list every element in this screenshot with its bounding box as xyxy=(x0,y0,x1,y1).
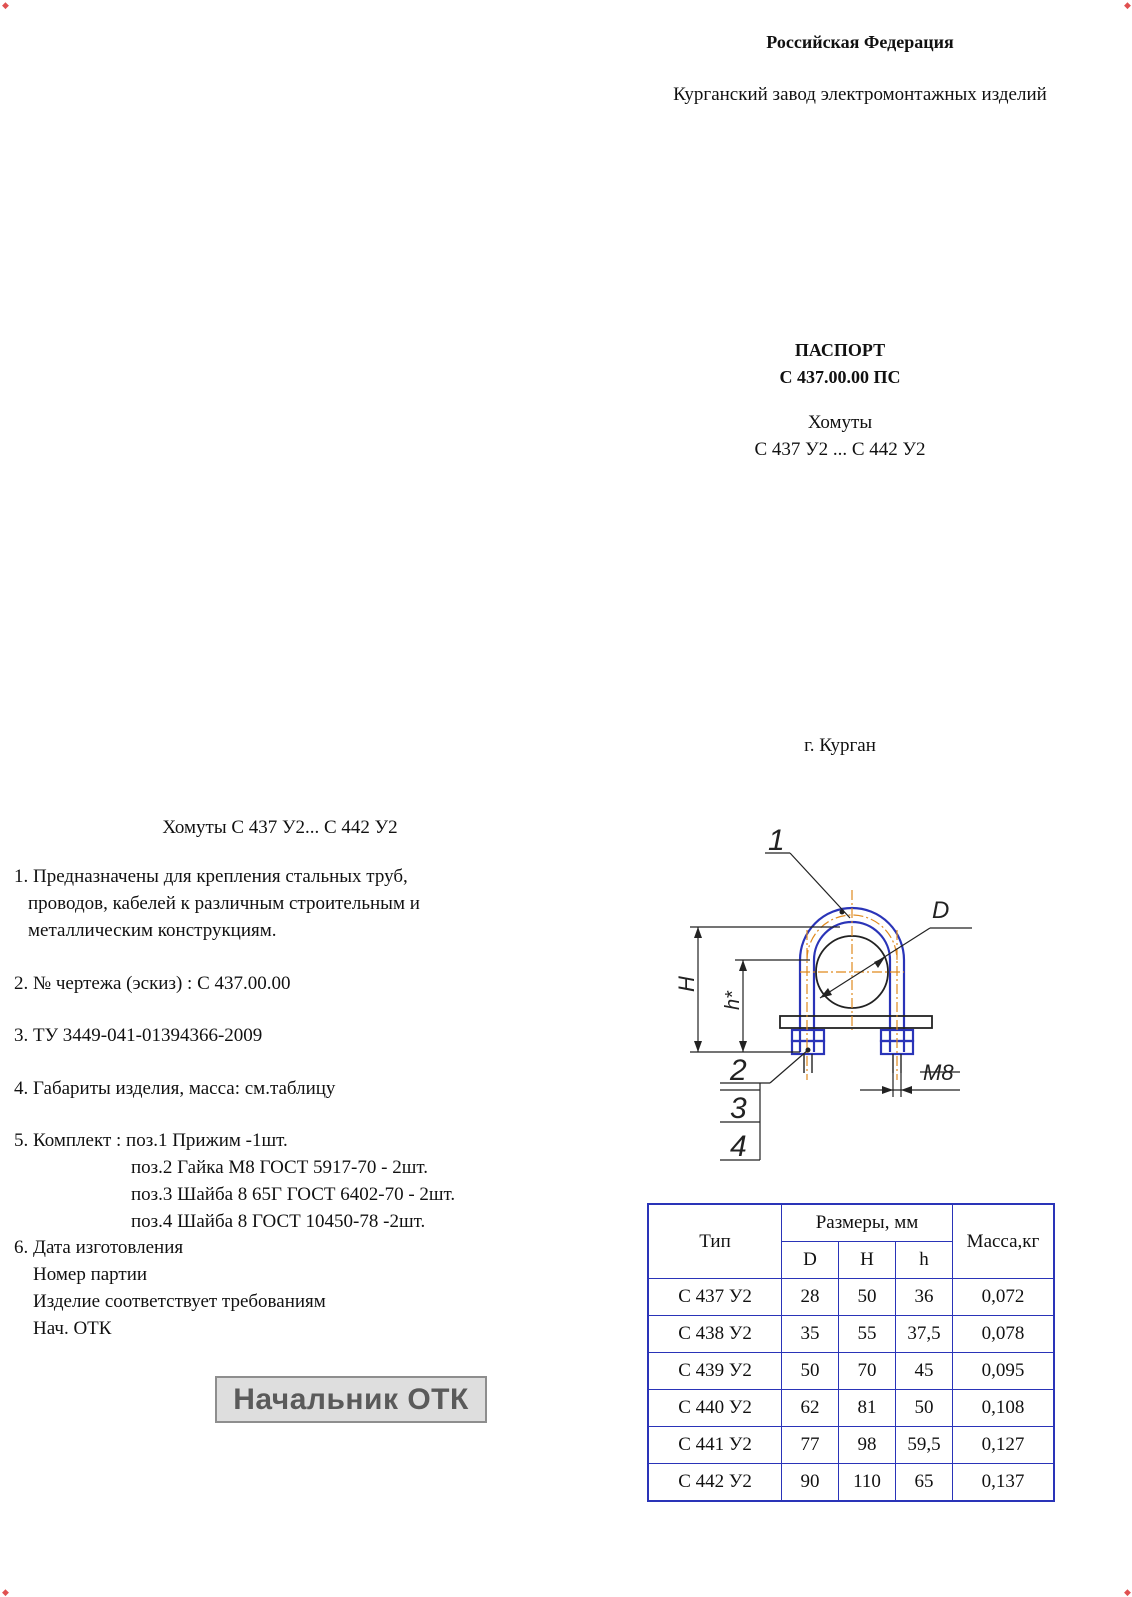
cell-mass: 0,078 xyxy=(953,1316,1055,1353)
clamp-drawing xyxy=(660,820,1010,1185)
callout-3-label: 3 xyxy=(730,1092,747,1125)
label-h: h* xyxy=(722,991,744,1010)
cell-mass: 0,137 xyxy=(953,1464,1055,1502)
item-4: 4. Габариты изделия, масса: см.таблицу xyxy=(14,1078,336,1099)
body-heading: Хомуты С 437 У2... С 442 У2 xyxy=(162,817,398,838)
cell-type: С 442 У2 xyxy=(648,1464,782,1502)
table-header-H: H xyxy=(839,1242,896,1279)
callout-4-label: 4 xyxy=(730,1130,747,1163)
cell-mass: 0,127 xyxy=(953,1427,1055,1464)
item-6-line-4: Нач. ОТК xyxy=(33,1318,112,1339)
label-M8: M8 xyxy=(923,1060,954,1085)
table-row xyxy=(648,1464,1054,1502)
cell-mass: 0,095 xyxy=(953,1353,1055,1390)
cell-D: 35 xyxy=(782,1316,839,1353)
corner-mark: ◆ xyxy=(1124,1587,1131,1597)
corner-mark: ◆ xyxy=(2,1587,9,1597)
cell-type: С 437 У2 xyxy=(648,1279,782,1316)
product-name: Хомуты xyxy=(807,412,873,433)
city: г. Курган xyxy=(804,735,876,756)
item-2: 2. № чертежа (эскиз) : С 437.00.00 xyxy=(14,973,291,994)
cell-mass: 0,072 xyxy=(953,1279,1055,1316)
arrow-M8-right xyxy=(901,1086,912,1094)
dimensions-table xyxy=(647,1203,1055,1502)
cell-D: 62 xyxy=(782,1390,839,1427)
cell-D: 28 xyxy=(782,1279,839,1316)
cell-type: С 440 У2 xyxy=(648,1390,782,1427)
cell-H: 70 xyxy=(839,1353,896,1390)
cell-h: 65 xyxy=(896,1464,953,1502)
item-5-line-4: поз.4 Шайба 8 ГОСТ 10450-78 -2шт. xyxy=(131,1211,426,1232)
nut-left xyxy=(792,1030,824,1041)
cell-mass: 0,108 xyxy=(953,1390,1055,1427)
cell-H: 98 xyxy=(839,1427,896,1464)
item-5-line-1: 5. Комплект : поз.1 Прижим -1шт. xyxy=(14,1130,288,1151)
callout-2-label: 2 xyxy=(730,1054,747,1087)
cell-H: 50 xyxy=(839,1279,896,1316)
arrow-H-bottom xyxy=(694,1041,702,1052)
item-1-line-2: проводов, кабелей к различным строительным и xyxy=(28,893,420,914)
cell-H: 55 xyxy=(839,1316,896,1353)
cell-D: 77 xyxy=(782,1427,839,1464)
cell-h: 45 xyxy=(896,1353,953,1390)
table-row xyxy=(648,1427,1054,1464)
arrow-h-bottom xyxy=(739,1041,747,1052)
item-3: 3. ТУ 3449-041-01394366-2009 xyxy=(14,1025,263,1046)
cell-type: С 439 У2 xyxy=(648,1353,782,1390)
cell-type: С 441 У2 xyxy=(648,1427,782,1464)
cell-H: 81 xyxy=(839,1390,896,1427)
arrow-h-top xyxy=(739,960,747,971)
table-header-type: Тип xyxy=(648,1204,782,1279)
cell-h: 50 xyxy=(896,1390,953,1427)
cell-h: 37,5 xyxy=(896,1316,953,1353)
table-header-D: D xyxy=(782,1242,839,1279)
item-6-line-2: Номер партии xyxy=(33,1264,148,1285)
country-name: Российская Федерация xyxy=(766,32,954,52)
callout-1-label: 1 xyxy=(768,824,785,857)
leader-1-dot xyxy=(840,910,845,915)
doc-type: ПАСПОРТ xyxy=(794,340,886,360)
table-header-h: h xyxy=(896,1242,953,1279)
corner-mark: ◆ xyxy=(2,0,9,10)
table-header-mass: Масса,кг xyxy=(953,1204,1055,1279)
table-row xyxy=(648,1353,1054,1390)
label-D: D xyxy=(932,897,950,924)
cell-D: 50 xyxy=(782,1353,839,1390)
table-row xyxy=(648,1390,1054,1427)
table-row xyxy=(648,1316,1054,1353)
item-6-line-3: Изделие соответствует требованиям xyxy=(33,1291,326,1312)
leader-2-b xyxy=(770,1050,808,1083)
base-plate xyxy=(780,1016,932,1028)
cell-type: С 438 У2 xyxy=(648,1316,782,1353)
item-5-line-2: поз.2 Гайка М8 ГОСТ 5917-70 - 2шт. xyxy=(131,1157,428,1178)
corner-mark: ◆ xyxy=(1124,0,1131,10)
table-row xyxy=(648,1279,1054,1316)
cell-h: 59,5 xyxy=(896,1427,953,1464)
arrow-M8-left xyxy=(882,1086,893,1094)
arrow-H-top xyxy=(694,927,702,938)
table-header-dims: Размеры, мм xyxy=(782,1204,953,1242)
doc-number: С 437.00.00 ПС xyxy=(779,367,901,387)
item-1-line-1: 1. Предназначены для крепления стальных труб, xyxy=(14,866,408,887)
item-5-line-3: поз.3 Шайба 8 65Г ГОСТ 6402-70 - 2шт. xyxy=(131,1184,456,1205)
arrow-D-b xyxy=(874,957,885,968)
leader-2-dot xyxy=(806,1048,811,1053)
qc-stamp: Начальник ОТК xyxy=(215,1376,487,1423)
cell-H: 110 xyxy=(839,1464,896,1502)
cell-D: 90 xyxy=(782,1464,839,1502)
product-range: С 437 У2 ... С 442 У2 xyxy=(754,439,926,460)
item-6-line-1: 6. Дата изготовления xyxy=(14,1237,184,1258)
leader-1-b xyxy=(790,853,850,918)
label-H: H xyxy=(674,976,699,992)
cell-h: 36 xyxy=(896,1279,953,1316)
manufacturer-name: Курганский завод электромонтажных изделий xyxy=(673,84,1047,105)
item-1-line-3: металлическим конструкциям. xyxy=(28,920,277,941)
